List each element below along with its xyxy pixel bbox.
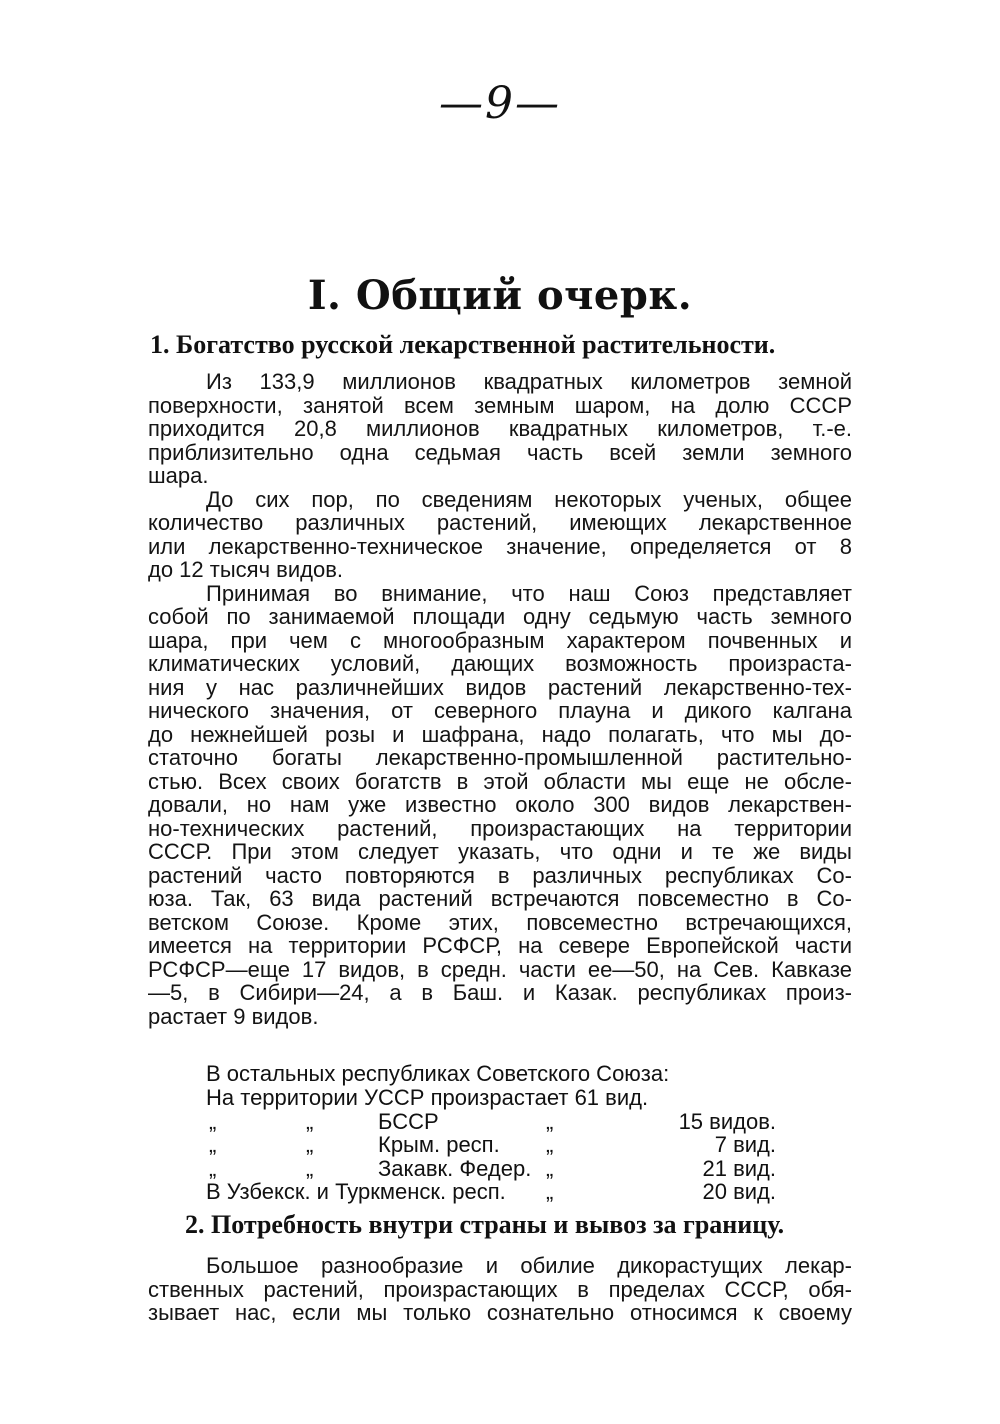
republic-name: Закавк. Федер. (378, 1155, 532, 1181)
ditto-mark: „ (546, 1108, 554, 1134)
text-line: шара. (148, 463, 209, 488)
text-line: растений часто повторяются в различных республиках Со- (148, 862, 852, 888)
ditto-mark: „ (546, 1132, 554, 1157)
text-line: До сих пор, по сведениям некоторых ученых, общее (206, 486, 852, 512)
species-count: 7 вид. (714, 1132, 776, 1157)
text-line: приблизительно одна седьмая часть всей земли земного (148, 439, 852, 465)
text-line: или лекарственно-техническое значение, определяется от 8 (148, 533, 852, 559)
ditto-mark: „ (209, 1155, 217, 1181)
text-line: Большое разнообразие и обилие дикорастущих лекар- (206, 1253, 852, 1278)
species-count: 15 видов. (678, 1108, 776, 1134)
text-line: нического значения, от северного плауна и дикого калгана (148, 698, 852, 723)
text-line: Принимая во внимание, что наш Союз представляет (206, 580, 852, 606)
republic-name: В Узбекск. и Туркменск. респ. (206, 1179, 506, 1204)
text-line: собой по занимаемой площади одну седьмую часть земного (148, 604, 852, 629)
text-line: —5, в Сибири—24, а в Баш. и Казак. республиках произ- (148, 980, 852, 1005)
species-count: 20 вид. (702, 1179, 776, 1204)
text-line: до 12 тысяч видов. (148, 557, 343, 582)
text-line: климатических условий, дающих возможность произраста- (148, 651, 852, 676)
republics-list (206, 1085, 806, 1203)
republics-intro: В остальных республиках Советского Союза: (206, 1061, 670, 1086)
ditto-mark: „ (546, 1155, 554, 1181)
republic-name: Крым. респ. (378, 1132, 500, 1157)
text-line: имеется на территории РСФСР, на севере Европейской части (148, 933, 852, 958)
text-line: количество различных растений, имеющих лекарственное (148, 510, 852, 535)
text-line: стью. Всех своих богатств в этой области мы еще не обсле- (148, 768, 852, 794)
text-line: Из 133,9 миллионов квадратных километров земной (206, 369, 852, 394)
republic-first-line: На территории УССР произрастает 61 вид. (206, 1085, 649, 1110)
text-line: до нежнейшей розы и шафрана, надо полагать, что мы до- (148, 721, 852, 747)
text-line: ветском Союзе. Кроме этих, повсеместно встречающихся, (148, 909, 852, 935)
text-line: но-технических растений, произрастающих на территории (148, 815, 852, 841)
text-line: шара, при чем с многообразным характером почвенных и (148, 627, 852, 653)
section-1-body (148, 370, 852, 1028)
ditto-mark: „ (209, 1132, 217, 1157)
text-line: статочно богаты лекарственно-промышленной растительно- (148, 745, 852, 770)
ditto-mark: „ (546, 1179, 554, 1204)
section-2-body (148, 1254, 852, 1325)
text-line: юза. Так, 63 вида растений встречаются повсеместно в Со- (148, 886, 852, 911)
republic-name: БССР (378, 1108, 439, 1134)
republic-row (206, 1085, 806, 1109)
ditto-mark: „ (306, 1132, 314, 1157)
page-number: —9— (439, 78, 561, 129)
text-line: ния у нас различнейших видов растений лекарственно-тех- (148, 674, 852, 700)
text-line: СССР. При этом следует указать, что одни и те же виды (148, 839, 852, 864)
text-line: РСФСР—еще 17 видов, в средн. части ее—50, на Сев. Кавказе (148, 956, 852, 982)
section-heading-1: 1. Богатство русской лекарственной растительности. (150, 330, 776, 359)
republic-row (206, 1179, 806, 1203)
republic-row (206, 1132, 806, 1156)
text-line: приходится 20,8 миллионов квадратных километров, т.-е. (148, 416, 852, 441)
text-line: зывает нас, если мы только сознательно относимся к своему (148, 1300, 852, 1325)
section-heading-2: 2. Потребность внутри страны и вывоз за границу. (185, 1210, 785, 1239)
text-line: поверхности, занятой всем земным шаром, на долю СССР (148, 392, 852, 418)
republic-row (206, 1109, 806, 1133)
chapter-title: I. Общий очерк. (307, 272, 693, 319)
text-line: ственных растений, произрастающих в пределах СССР, обя- (148, 1276, 852, 1302)
republic-row (206, 1156, 806, 1180)
ditto-mark: „ (306, 1155, 314, 1181)
ditto-mark: „ (209, 1108, 217, 1134)
ditto-mark: „ (306, 1108, 314, 1134)
text-line: растает 9 видов. (148, 1003, 319, 1029)
text-line: довали, но нам уже известно около 300 видов лекарствен- (148, 792, 852, 817)
species-count: 21 вид. (702, 1155, 776, 1181)
